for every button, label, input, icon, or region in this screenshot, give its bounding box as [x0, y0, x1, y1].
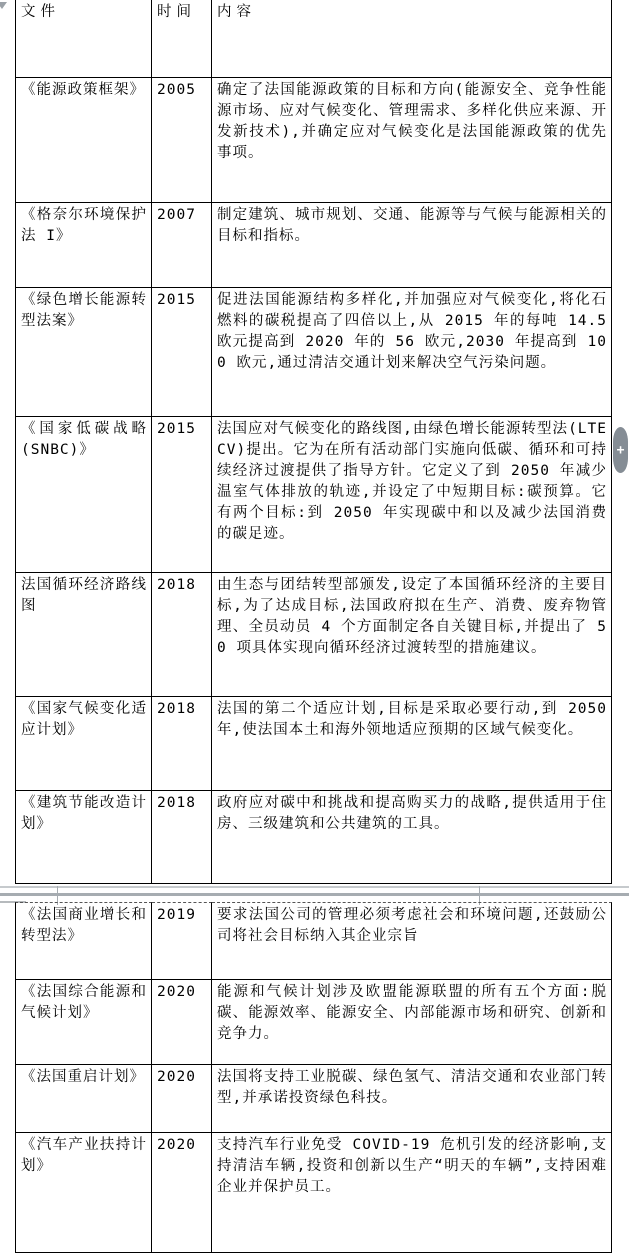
- cell-file[interactable]: 《汽车产业扶持计划》: [15, 1133, 152, 1253]
- cell-file[interactable]: 《能源政策框架》: [15, 78, 152, 203]
- cell-time[interactable]: 2015: [152, 288, 212, 417]
- cell-file[interactable]: 《绿色增长能源转型法案》: [15, 288, 152, 417]
- cell-time[interactable]: 2020: [152, 980, 212, 1065]
- table-row: [15, 980, 612, 1065]
- cell-file[interactable]: 《国家低碳战略(SNBC)》: [15, 417, 152, 573]
- add-comment-button[interactable]: [613, 427, 628, 473]
- cell-time[interactable]: 2005: [152, 78, 212, 203]
- cell-file[interactable]: 《国家气候变化适应计划》: [15, 697, 152, 791]
- table-row: [15, 791, 612, 884]
- cell-content[interactable]: 促进法国能源结构多样化,并加强应对气候变化,将化石燃料的碳税提高了四倍以上,从 2015 年的每吨 14.5 欧元提高到 2020 年的 56 欧元,2030 年提高到 100 欧元,通过清洁交通计划来解决空气污染问题。: [212, 288, 612, 417]
- page-break-line-top: [0, 886, 629, 888]
- table-header-row: [15, 0, 612, 78]
- plus-icon: +: [616, 442, 625, 458]
- cell-time[interactable]: 2018: [152, 573, 212, 697]
- cell-content[interactable]: 制定建筑、城市规划、交通、能源等与气候与能源相关的目标和指标。: [212, 203, 612, 288]
- cell-content[interactable]: 要求法国公司的管理必须考虑社会和环境问题,还鼓励公司将社会目标纳入其企业宗旨: [212, 902, 612, 980]
- cell-time[interactable]: 2019: [152, 902, 212, 980]
- table-row: [15, 697, 612, 791]
- table-row: [15, 417, 612, 573]
- cell-content[interactable]: 法国将支持工业脱碳、绿色氢气、清洁交通和农业部门转型,并承诺投资绿色科技。: [212, 1065, 612, 1133]
- collapse-arrow-icon[interactable]: [0, 2, 7, 9]
- cell-file[interactable]: 法国循环经济路线图: [15, 573, 152, 697]
- cell-file[interactable]: 《法国综合能源和气候计划》: [15, 980, 152, 1065]
- header-cell-content[interactable]: 内容: [212, 0, 612, 78]
- cell-file[interactable]: 《格奈尔环境保护法 I》: [15, 203, 152, 288]
- cell-content[interactable]: 确定了法国能源政策的目标和方向(能源安全、竞争性能源市场、应对气候变化、管理需求、多样化供应来源、开发新技术),并确定应对气候变化是法国能源政策的优先事项。: [212, 78, 612, 203]
- header-cell-time[interactable]: 时间: [152, 0, 212, 78]
- table-row: [15, 573, 612, 697]
- cell-content[interactable]: 法国应对气候变化的路线图,由绿色增长能源转型法(LTECV)提出。它为在所有活动部门实施向低碳、循环和可持续经济过渡提供了指导方针。它定义了到 2050 年减少温室气体排放的轨迹,并设定了中短期目标:碳预算。它有两个目标:到 2050 年实现碳中和以及减少法国消费的碳足迹。: [212, 417, 612, 573]
- cell-time[interactable]: 2020: [152, 1065, 212, 1133]
- policy-table-page2: [15, 902, 612, 1253]
- table-row: [15, 78, 612, 203]
- cell-content[interactable]: 支持汽车行业免受 COVID-19 危机引发的经济影响,支持清洁车辆,投资和创新以生产“明天的车辆”,支持困难企业并保护员工。: [212, 1133, 612, 1253]
- table-row: [15, 1133, 612, 1253]
- cell-file[interactable]: 《法国商业增长和转型法》: [15, 902, 152, 980]
- table-row: [15, 1065, 612, 1133]
- cell-content[interactable]: 由生态与团结转型部颁发,设定了本国循环经济的主要目标,为了达成目标,法国政府拟在生产、消费、废弃物管理、全员动员 4 个方面制定各自关键目标,并提出了 50 项具体实现向循环经济过渡转型的措施建议。: [212, 573, 612, 697]
- cell-content[interactable]: 法国的第二个适应计划,目标是采取必要行动,到 2050 年,使法国本土和海外领地适应预期的区域气候变化。: [212, 697, 612, 791]
- cell-time[interactable]: 2015: [152, 417, 212, 573]
- cell-file[interactable]: 《法国重启计划》: [15, 1065, 152, 1133]
- cell-time[interactable]: 2020: [152, 1133, 212, 1253]
- policy-table-page1: [15, 0, 612, 884]
- cell-content[interactable]: 政府应对碳中和挑战和提高购买力的战略,提供适用于住房、三级建筑和公共建筑的工具。: [212, 791, 612, 884]
- cell-file[interactable]: 《建筑节能改造计划》: [15, 791, 152, 884]
- table-row: [15, 902, 612, 980]
- table-row: [15, 203, 612, 288]
- header-cell-file[interactable]: 文件: [15, 0, 152, 78]
- cell-time[interactable]: 2007: [152, 203, 212, 288]
- table-row: [15, 288, 612, 417]
- cell-time[interactable]: 2018: [152, 697, 212, 791]
- cell-time[interactable]: 2018: [152, 791, 212, 884]
- page-break-line-bottom: [0, 893, 629, 896]
- cell-content[interactable]: 能源和气候计划涉及欧盟能源联盟的所有五个方面:脱碳、能源效率、能源安全、内部能源市场和研究、创新和竞争力。: [212, 980, 612, 1065]
